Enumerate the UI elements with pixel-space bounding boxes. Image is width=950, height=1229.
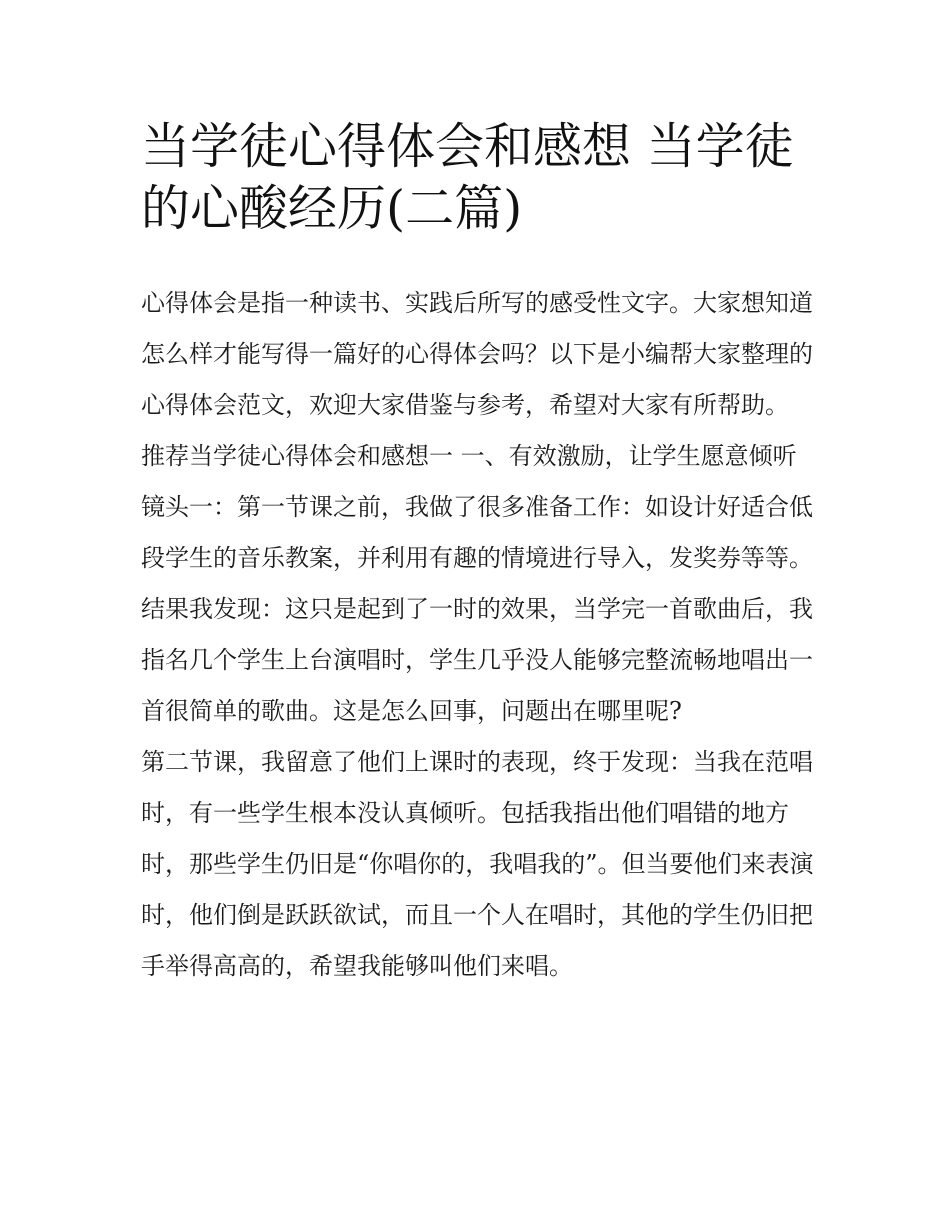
paragraph-scene-one: 镜头一：第一节课之前，我做了很多准备工作：如设计好适合低段学生的音乐教案，并利用有趣的情境进行导入，发奖券等等。结果我发现：这只是起到了一时的效果，当学完一首歌曲后，我指名几个学生上台演唱时，学生几乎没人能够完整流畅地唱出一首很简单的歌曲。这是怎么回事，问题出在哪里呢? xyxy=(141,493,813,725)
document-body xyxy=(141,278,817,992)
paragraph-intro: 心得体会是指一种读书、实践后所写的感受性文字。大家想知道怎么样才能写得一篇好的心得体会吗？以下是小编帮大家整理的心得体会范文，欢迎大家借鉴与参考，希望对大家有所帮助。 xyxy=(141,289,813,419)
document-title: 当学徒心得体会和感想 当学徒的心酸经历(二篇) xyxy=(141,118,794,237)
paragraph-heading-one: 推荐当学徒心得体会和感想一 一、有效激励，让学生愿意倾听 xyxy=(141,442,797,470)
paragraph-second-lesson: 第二节课，我留意了他们上课时的表现，终于发现：当我在范唱时，有一些学生根本没认真倾听。包括我指出他们唱错的地方时，那些学生仍旧是“你唱你的，我唱我的”。但当要他们来表演时，他们倒是跃跃欲试，而且一个人在唱时，其他的学生仍旧把手举得高高的，希望我能够叫他们来唱。 xyxy=(141,748,814,980)
